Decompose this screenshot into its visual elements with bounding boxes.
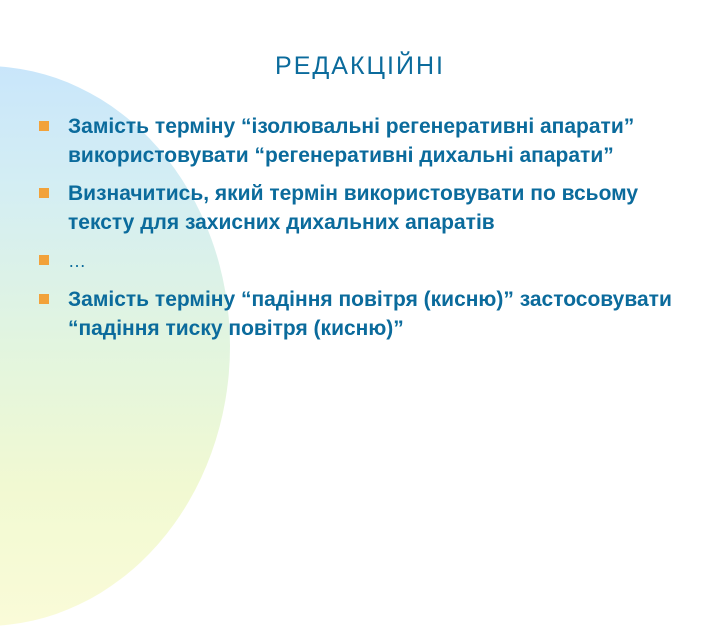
- square-bullet-icon: [39, 255, 49, 265]
- bullet-text: Визначитись, який термін використовувати по всьому тексту для захисних дихальних апаратів: [68, 182, 639, 234]
- square-bullet-icon: [39, 188, 49, 198]
- bullet-item: [38, 285, 698, 343]
- bullet-item: [38, 179, 698, 237]
- bullet-item: [38, 112, 698, 170]
- bullet-list: [38, 112, 698, 352]
- bullet-text: Замість терміну “ізолювальні регенеративні апарати” використовувати “регенеративні дихальні апарати”: [68, 115, 635, 167]
- bullet-item: [38, 246, 698, 276]
- slide-title: РЕДАКЦІЙНІ: [275, 52, 445, 80]
- bullet-text: Замість терміну “падіння повітря (кисню)” застосовувати “падіння тиску повітря (кисню)”: [68, 288, 672, 340]
- square-bullet-icon: [39, 294, 49, 304]
- bullet-text: …: [68, 251, 86, 271]
- square-bullet-icon: [39, 121, 49, 131]
